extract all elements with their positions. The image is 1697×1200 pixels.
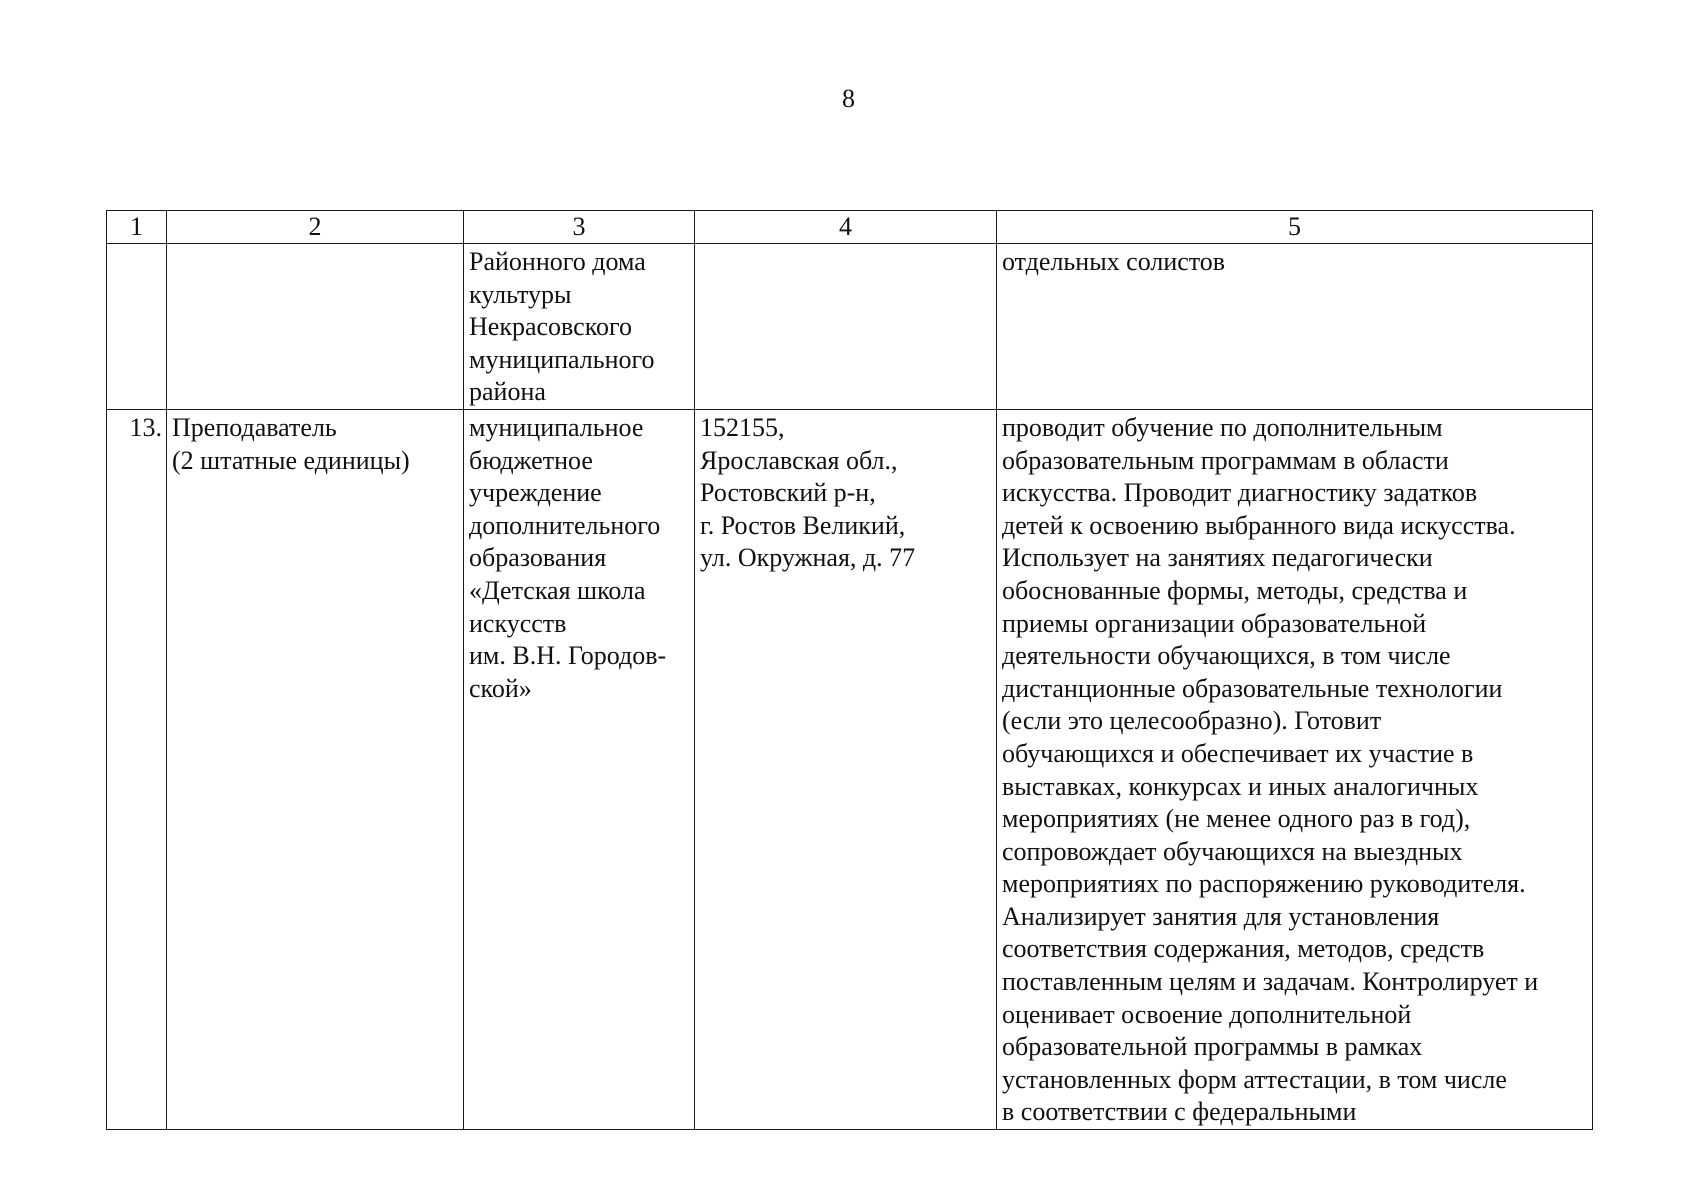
header-cell-1: 1 — [107, 211, 167, 244]
text-line: Ростовский р-н, — [700, 478, 876, 508]
text-line: поставленным целям и задачам. Контролирует и — [1002, 967, 1539, 997]
text-line: (если это целесообразно). Готовит — [1002, 706, 1382, 736]
text-line: учреждение — [469, 478, 602, 508]
text-line: дополнительного — [469, 510, 661, 540]
position-cell — [167, 244, 464, 410]
row-number — [107, 244, 167, 410]
header-cell-2: 2 — [167, 211, 464, 244]
text-line: искусства. Проводит диагностику задатков — [1002, 478, 1478, 508]
text-line: Районного дома — [469, 247, 646, 276]
text-line: г. Ростов Великий, — [700, 510, 906, 540]
position-cell — [167, 409, 464, 1129]
organization-cell — [464, 409, 695, 1129]
text-line: установленных форм аттестации, в том числе — [1002, 1064, 1507, 1094]
text-line: отдельных солистов — [1002, 247, 1226, 276]
text-line: выставках, конкурсах и иных аналогичных — [1002, 771, 1479, 801]
text-line: муниципального — [469, 344, 655, 374]
text-line: муниципальное — [469, 412, 644, 442]
text-line: деятельности обучающихся, в том числе — [1002, 641, 1451, 671]
table-row — [107, 244, 1593, 410]
text-line: им. В.Н. Городов- — [469, 641, 667, 671]
header-cell-5: 5 — [997, 211, 1593, 244]
text-line: Использует на занятиях педагогически — [1002, 543, 1433, 573]
text-line: в соответствии с федеральными — [1002, 1097, 1357, 1127]
text-line: бюджетное — [469, 445, 593, 475]
row-number: 13. — [107, 409, 167, 1129]
text-line: искусств — [469, 608, 567, 638]
text-line: оценивает освоение дополнительной — [1002, 999, 1412, 1029]
text-line: проводит обучение по дополнительным — [1002, 412, 1443, 442]
text-line: обучающихся и обеспечивает их участие в — [1002, 738, 1474, 768]
text-line: соответствия содержания, методов, средств — [1002, 934, 1485, 964]
table-header-row — [107, 211, 1593, 244]
text-line: «Детская школа — [469, 575, 646, 605]
text-line: Анализирует занятия для установления — [1002, 901, 1440, 931]
address-cell — [695, 244, 997, 410]
text-line: приемы организации образовательной — [1002, 608, 1427, 638]
text-line: образовательным программам в области — [1002, 445, 1449, 475]
text-line: сопровождает обучающихся на выездных — [1002, 836, 1463, 866]
text-line: 152155, — [700, 412, 785, 442]
text-line: обоснованные формы, методы, средства и — [1002, 575, 1468, 605]
text-line: ской» — [469, 673, 532, 703]
text-line: образовательной программы в рамках — [1002, 1032, 1423, 1062]
page-number: 8 — [842, 84, 855, 113]
duties-cell — [997, 409, 1593, 1129]
address-cell — [695, 409, 997, 1129]
text-line: культуры — [469, 279, 572, 309]
text-line: района — [469, 377, 546, 407]
text-line: Преподаватель — [172, 412, 337, 442]
text-line: мероприятиях по распоряжению руководителя. — [1002, 869, 1526, 899]
header-cell-3: 3 — [464, 211, 695, 244]
text-line: образования — [469, 543, 607, 573]
table-row — [107, 409, 1593, 1129]
staff-table — [106, 210, 1593, 1130]
text-line: дистанционные образовательные технологии — [1002, 673, 1503, 703]
organization-cell — [464, 244, 695, 410]
text-line: детей к освоению выбранного вида искусства. — [1002, 510, 1516, 540]
text-line: (2 штатные единицы) — [172, 445, 410, 475]
duties-cell — [997, 244, 1593, 410]
text-line: Некрасовского — [469, 312, 633, 342]
text-line: Ярославская обл., — [700, 445, 898, 475]
text-line: ул. Окружная, д. 77 — [700, 543, 916, 573]
header-cell-4: 4 — [695, 211, 997, 244]
text-line: мероприятиях (не менее одного раз в год), — [1002, 804, 1471, 834]
